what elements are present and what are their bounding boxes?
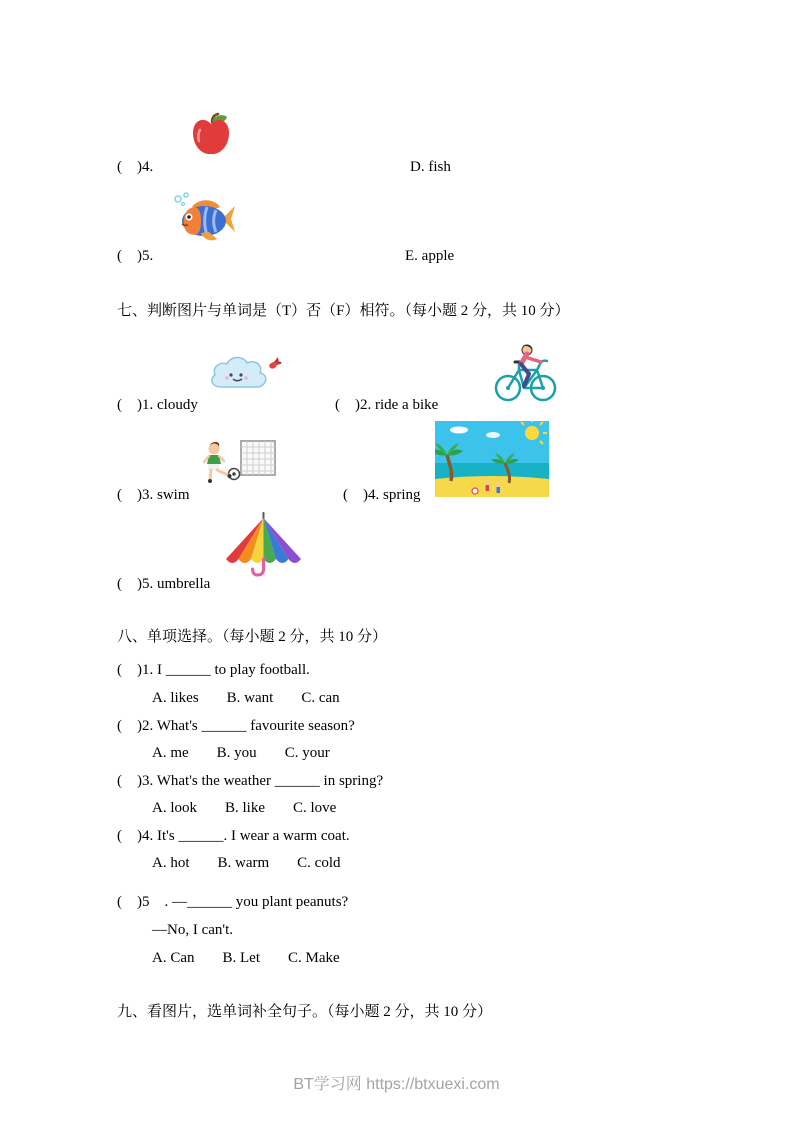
mc-option-5c: C. Make bbox=[288, 950, 340, 966]
mc-option-1b: B. want bbox=[226, 690, 274, 706]
mc-question-5: ( )5 . —______ you plant peanuts? bbox=[117, 894, 349, 910]
mc-option-4a: A. hot bbox=[152, 855, 190, 871]
mc-option-5a: A. Can bbox=[152, 950, 195, 966]
mc-question-1: ( )1. I ______ to play football. bbox=[117, 662, 310, 678]
soccer-image bbox=[201, 436, 278, 483]
mc-question-4: ( )4. It's ______. I wear a warm coat. bbox=[117, 828, 350, 844]
mc-option-3c: C. love bbox=[293, 800, 337, 816]
ride-a-bike-image bbox=[491, 340, 558, 403]
beach-image bbox=[435, 421, 549, 497]
mc-option-5b: B. Let bbox=[222, 950, 260, 966]
mc-options-4 bbox=[152, 854, 341, 873]
mc-option-1c: C. can bbox=[301, 690, 340, 706]
soccer-goal-icon bbox=[201, 436, 278, 483]
mc-option-1a: A. likes bbox=[152, 690, 199, 706]
section7-title: 七、判断图片与单词是（T）否（F）相符。（每小题 2 分，共 10 分） bbox=[117, 303, 570, 319]
mc-option-4b: B. warm bbox=[217, 855, 270, 871]
mc-question-2: ( )2. What's ______ favourite season? bbox=[117, 718, 355, 734]
umbrella-icon bbox=[223, 512, 304, 577]
cloud-icon bbox=[207, 351, 292, 393]
mc-option-2c: C. your bbox=[284, 745, 330, 761]
matching-row4-option: D. fish bbox=[410, 159, 451, 175]
mc-options-1 bbox=[152, 689, 340, 708]
mc-option-3a: A. look bbox=[152, 800, 197, 816]
mc-options-3 bbox=[152, 799, 336, 818]
beach-icon bbox=[435, 421, 549, 497]
mc-option-2b: B. you bbox=[216, 745, 257, 761]
section8-title: 八、单项选择。（每小题 2 分，共 10 分） bbox=[117, 629, 388, 645]
umbrella-image bbox=[223, 512, 304, 577]
mc-option-4c: C. cold bbox=[297, 855, 341, 871]
mc-question-5-followup: —No, I can't. bbox=[152, 922, 234, 938]
apple-image bbox=[190, 111, 232, 157]
mc-option-3b: B. like bbox=[225, 800, 265, 816]
judge-item-4: ( )4. spring bbox=[343, 487, 421, 503]
judge-item-5: ( )5. umbrella bbox=[117, 576, 211, 592]
mc-options-5 bbox=[152, 949, 340, 968]
mc-question-3: ( )3. What's the weather ______ in spring? bbox=[117, 773, 384, 789]
judge-item-1: ( )1. cloudy bbox=[117, 397, 198, 413]
judge-item-3: ( )3. swim bbox=[117, 487, 190, 503]
cloudy-image bbox=[207, 351, 292, 393]
mc-options-2 bbox=[152, 744, 330, 763]
section9-title: 九、看图片，选单词补全句子。（每小题 2 分，共 10 分） bbox=[117, 1004, 493, 1020]
apple-icon bbox=[190, 111, 232, 157]
matching-row4-blank: ( )4. bbox=[117, 159, 154, 175]
fish-image bbox=[170, 191, 238, 247]
fish-icon bbox=[170, 191, 238, 247]
bike-icon bbox=[491, 340, 558, 403]
footer-watermark: BT学习网 https://btxuexi.com bbox=[293, 1076, 500, 1093]
matching-row5-option: E. apple bbox=[405, 248, 455, 264]
matching-row5-blank: ( )5. bbox=[117, 248, 154, 264]
mc-option-2a: A. me bbox=[152, 745, 189, 761]
judge-item-2: ( )2. ride a bike bbox=[335, 397, 439, 413]
